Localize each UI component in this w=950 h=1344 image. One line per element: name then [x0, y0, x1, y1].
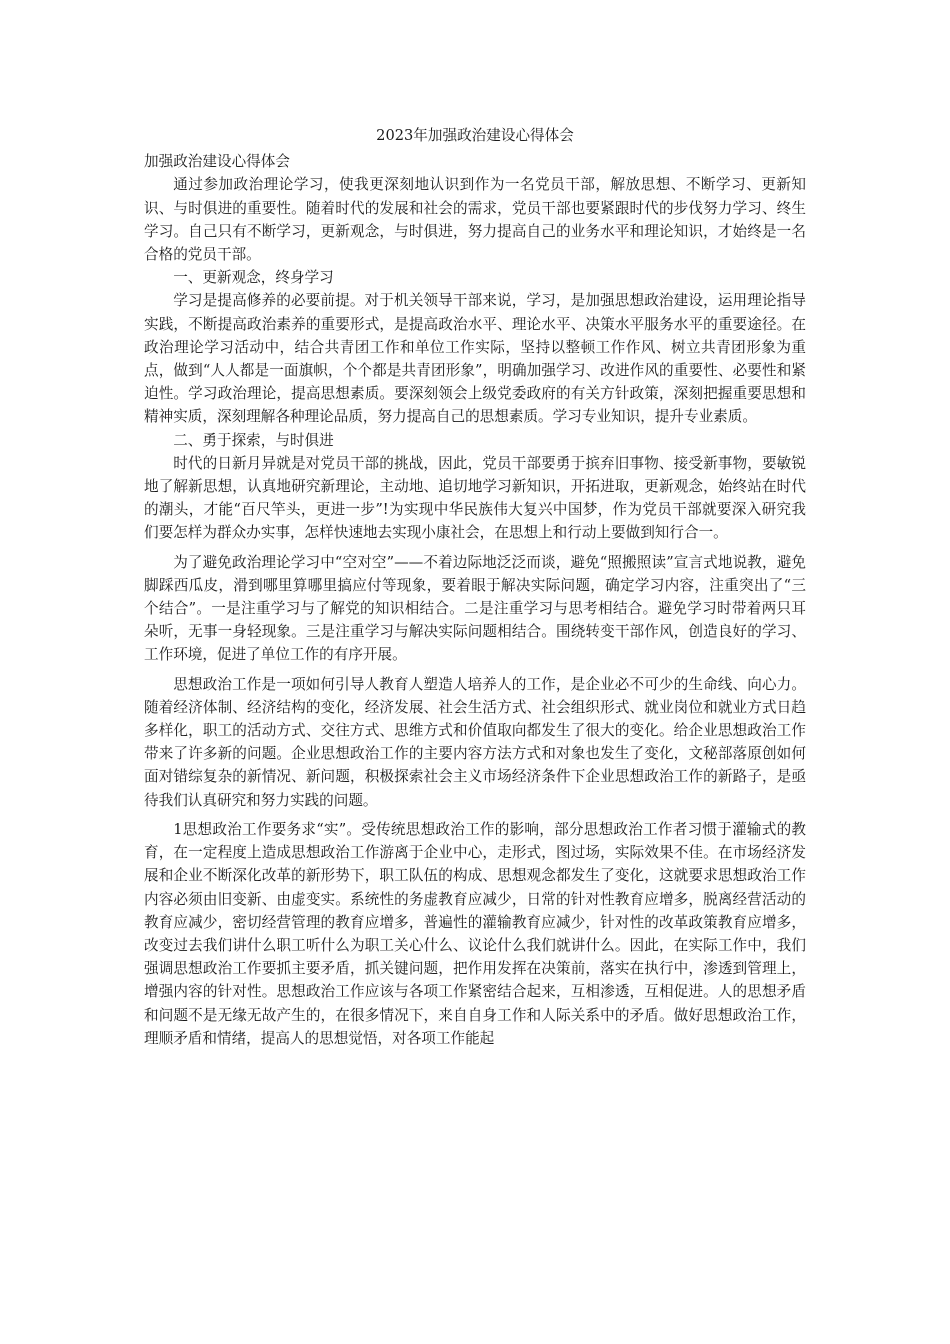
- document-page: [144, 124, 806, 1050]
- paragraph-three-combinations: 为了避免政治理论学习中“空对空”——不着边际地泛泛而谈，避免“照搬照读”宣言式地说教，避免脚踩西瓜皮，滑到哪里算哪里搞应付等现象，要着眼于解决实际问题，确定学习内容，注重突出了“三个结合”。一是注重学习与了解党的知识相结合。二是注重学习与思考相结合。避免学习时带着两只耳朵听，无事一身轻现象。三是注重学习与解决实际问题相结合。围绕转变干部作风，创造良好的学习、工作环境，促进了单位工作的有序开展。: [144, 553, 806, 664]
- paragraph-ideological-work: 思想政治工作是一项如何引导人教育人塑造人培养人的工作，是企业必不可少的生命线、向心力。随着经济体制、经济结构的变化，经济发展、社会生活方式、社会组织形式、就业岗位和就业方式日趋多样化，职工的活动方式、交往方式、思维方式和价值取向都发生了很大的变化。给企业思想政治工作带来了许多新的问题。企业思想政治工作的主要内容方法方式和对象也发生了变化，文秘部落原创如何面对错综复杂的新情况、新问题，积极探索社会主义市场经济条件下企业思想政治工作的新路子，是亟待我们认真研究和努力实践的问题。: [144, 675, 806, 809]
- paragraph-learning: 学习是提高修养的必要前提。对于机关领导干部来说，学习，是加强思想政治建设，运用理论指导实践，不断提高政治素养的重要形式，是提高政治水平、理论水平、决策水平服务水平的重要途径。在政治理论学习活动中，结合共青团工作和单位工作实际，坚持以整顿工作作风、树立共青团形象为重点，做到“人人都是一面旗帜，个个都是共青团形象”，明确加强学习、改进作风的重要性、必要性和紧迫性。学习政治理论，提高思想素质。要深刻领会上级党委政府的有关方针政策，深刻把握重要思想和精神实质，深刻理解各种理论品质，努力提高自己的思想素质。学习专业知识，提升专业素质。: [144, 292, 806, 426]
- document-title: 2023年加强政治建设心得体会: [376, 127, 574, 144]
- document-subtitle: 加强政治建设心得体会: [144, 153, 290, 171]
- paragraph-intro: 通过参加政治理论学习，使我更深刻地认识到作为一名党员干部，解放思想、不断学习、更新知识、与时俱进的重要性。随着时代的发展和社会的需求，党员干部也要紧跟时代的步伐努力学习、终生学习。自己只有不断学习，更新观念，与时俱进，努力提高自己的业务水平和理论知识，才始终是一名合格的党员干部。: [144, 176, 806, 264]
- paragraph-practical: 1思想政治工作要务求“实”。受传统思想政治工作的影响，部分思想政治工作者习惯于灌输式的教育，在一定程度上造成思想政治工作游离于企业中心，走形式，图过场，实际效果不佳。在市场经济发展和企业不断深化改革的新形势下，职工队伍的构成、思想观念都发生了变化，这就要求思想政治工作内容必须由旧变新、由虚变实。系统性的务虚教育应减少，日常的针对性教育应增多，脱离经营活动的教育应减少，密切经营管理的教育应增多，普遍性的灌输教育应减少，针对性的改革政策教育应增多，改变过去我们讲什么职工听什么为职工关心什么、议论什么我们就讲什么。因此，在实际工作中，我们强调思想政治工作要抓主要矛盾，抓关键问题，把作用发挥在决策前，落实在执行中，渗透到管理上，增强内容的针对性。思想政治工作应该与各项工作紧密结合起来，互相渗透，互相促进。人的思想矛盾和问题不是无缘无故产生的，在很多情况下，来自自身工作和人际关系中的矛盾。做好思想政治工作，理顺矛盾和情绪，提高人的思想觉悟，对各项工作能起: [144, 820, 806, 1047]
- section-heading-2: 二、勇于探索，与时俱进: [173, 431, 334, 449]
- section-heading-1: 一、更新观念，终身学习: [173, 269, 334, 287]
- paragraph-explore: 时代的日新月异就是对党员干部的挑战，因此，党员干部要勇于摈弃旧事物、接受新事物，要敏锐地了解新思想，认真地研究新理论，主动地、追切地学习新知识，开拓进取，更新观念，始终站在时代的潮头，才能“百尺竿头，更进一步”!为实现中华民族伟大复兴中国梦，作为党员干部就要深入研究我们要怎样为群众办实事，怎样快速地去实现小康社会，在思想上和行动上要做到知行合一。: [144, 454, 806, 542]
